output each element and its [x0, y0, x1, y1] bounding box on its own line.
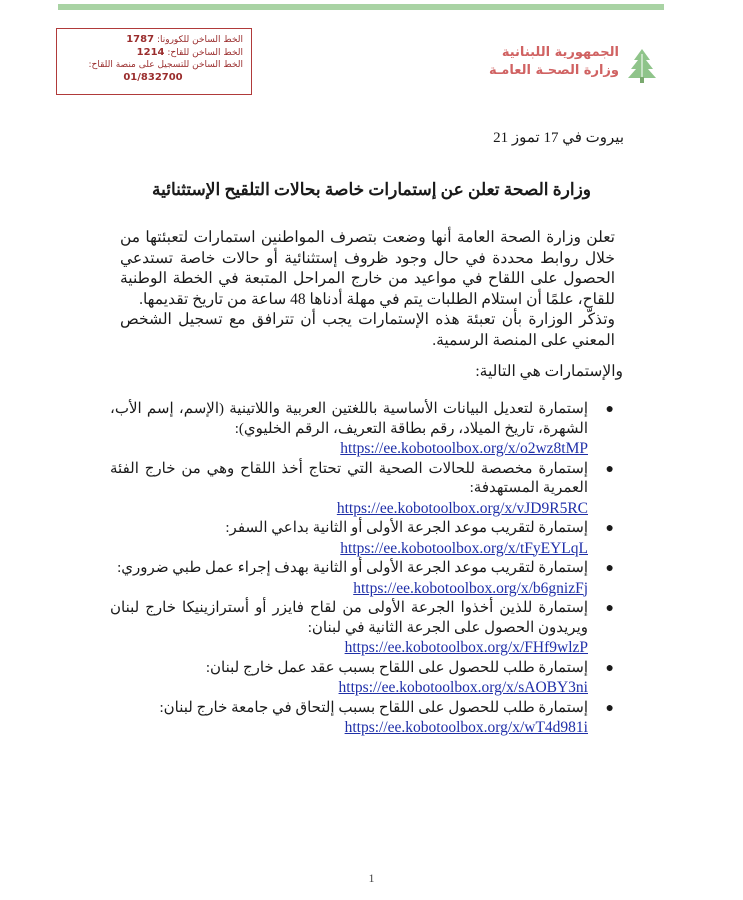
form-link[interactable]: https://ee.kobotoolbox.org/x/b6gnizFj	[353, 579, 588, 597]
page-number: 1	[368, 871, 375, 885]
form-link[interactable]: https://ee.kobotoolbox.org/x/sAOBY3ni	[338, 679, 588, 696]
announcement-body	[120, 228, 615, 351]
paragraph-reminder: وتذكّر الوزارة بأن تعبئة هذه الإستمارات يجب أن تترافق مع تسجيل الشخص المعني على المنصة الرسمية.	[120, 311, 615, 349]
form-description: إستمارة طلب للحصول على اللقاح بسبب إلتحاق في جامعة خارج لبنان:	[159, 699, 588, 716]
form-link[interactable]: https://ee.kobotoolbox.org/x/tFyEYLqL	[340, 539, 588, 557]
ministry-name: وزارة الصحـة العامـة	[488, 63, 619, 78]
hotline-corona	[63, 34, 243, 47]
form-description: إستمارة لتقريب موعد الجرعة الأولى أو الثانية بداعي السفر:	[225, 520, 588, 536]
hotline-box	[56, 28, 252, 95]
bullet-icon: ●	[605, 660, 614, 676]
hotline-registration-label: الخط الساخن للتسجيل على منصة اللقاح:	[88, 60, 243, 70]
hotline-corona-label: الخط الساخن للكورونا:	[156, 35, 243, 45]
hotline-vaccine-number: 1214	[136, 46, 165, 58]
header-accent-bar	[58, 4, 664, 10]
list-item	[110, 400, 630, 459]
hotline-registration	[63, 59, 243, 72]
list-item	[110, 599, 630, 658]
form-description: إستمارة للذين أخذوا الجرعة الأولى من لقاح فايزر أو أسترازينيكا خارج لبنان ويريدون الحصول على الجرعة الثانية في لبنان:	[110, 600, 588, 636]
form-description: إستمارة لتقريب موعد الجرعة الأولى أو الثانية بهدف إجراء عمل طبي ضروري:	[117, 560, 588, 576]
page-title: وزارة الصحة تعلن عن إستمارات خاصة بحالات التلقيح الإستثنائية	[151, 180, 591, 199]
form-link[interactable]: https://ee.kobotoolbox.org/x/FHf9wlzP	[344, 639, 588, 656]
hotline-vaccine	[63, 47, 243, 60]
list-item	[110, 460, 630, 519]
bullet-icon: ●	[605, 601, 614, 616]
form-link[interactable]: https://ee.kobotoolbox.org/x/wT4d981i	[344, 719, 588, 736]
bullet-icon: ●	[605, 461, 614, 477]
bullet-icon: ●	[605, 521, 614, 536]
bullet-icon: ●	[605, 561, 614, 576]
paragraph-intro: تعلن وزارة الصحة العامة أنها وضعت بتصرف المواطنين استمارات لتعبئتها من خلال روابط محددة في حال وجود ظروف إستثنائية أو حالات خاصة تستدعي الحصول على اللقاح في مواعيد من خارج المراحل المتبعة في الخطة الوطنية للقاح، علمًا أن استلام الطلبات يتم في مهلة أدناها 48 ساعة من تاريخ تقديمها.	[120, 229, 615, 308]
form-link[interactable]: https://ee.kobotoolbox.org/x/vJD9R5RC	[336, 499, 588, 517]
form-description: إستمارة طلب للحصول على اللقاح بسبب عقد عمل خارج لبنان:	[205, 659, 588, 676]
list-item	[110, 659, 630, 698]
list-item	[110, 699, 630, 738]
list-item	[110, 519, 630, 558]
hotline-corona-number: 1787	[126, 34, 155, 45]
list-item	[110, 559, 630, 598]
hotline-vaccine-label: الخط الساخن للقاح:	[167, 47, 243, 58]
bullet-icon: ●	[605, 402, 614, 417]
registration-number: 01/832700	[123, 71, 183, 83]
form-link[interactable]: https://ee.kobotoolbox.org/x/o2wz8tMP	[340, 440, 588, 457]
republic-name: الجمهورية اللبنانية	[501, 45, 619, 60]
form-description: إستمارة لتعديل البيانات الأساسية باللغتين العربية واللاتينية (الإسم، إسم الأب، الشهرة، تاريخ الميلاد، رقم بطاقة التعريف، الرقم الخليوي):	[110, 401, 588, 437]
cedar-tree-icon	[623, 46, 661, 84]
forms-list-intro: والإستمارات هي التالية:	[475, 363, 623, 380]
ministry-logo	[459, 44, 619, 86]
document-date: بيروت في 17 تموز 21	[493, 130, 624, 146]
form-description: إستمارة مخصصة للحالات الصحية التي تحتاج أخذ اللقاح وهي من خارج الفئة العمرية المستهدفة:	[110, 460, 588, 496]
forms-list	[110, 400, 630, 739]
bullet-icon: ●	[605, 700, 614, 716]
